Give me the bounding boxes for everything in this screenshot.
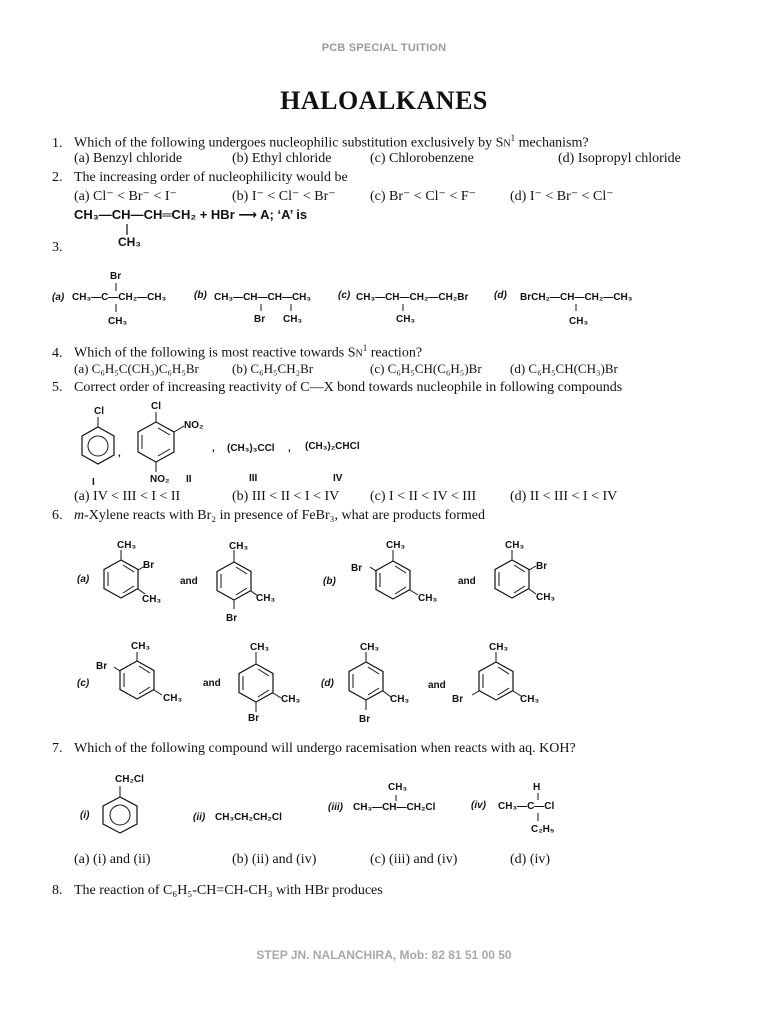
- svg-text:CH₃: CH₃: [505, 540, 525, 551]
- question-text-tail: reaction?: [367, 345, 423, 361]
- question-number: 7.: [52, 741, 63, 756]
- compound-iii: (CH₃)₃CCl: [227, 443, 275, 454]
- question-text-tail: mechanism?: [515, 135, 589, 151]
- option-b-label[interactable]: (b): [323, 576, 336, 587]
- label-i: I: [92, 477, 95, 488]
- svg-text:Br: Br: [110, 271, 122, 282]
- option-a-label[interactable]: (a): [52, 292, 65, 303]
- reaction-equation: CH₃—CH—CH═CH₂ + HBr ⟶ A; ‘A’ is: [74, 207, 308, 222]
- svg-text:CH₂Cl: CH₂Cl: [115, 774, 144, 785]
- question-text: The reaction of C₆H₅-CH=CH-CH₃ with HBr produces: [74, 883, 383, 898]
- page-title: HALOALKANES: [280, 86, 488, 115]
- svg-text:CH₃: CH₃: [489, 642, 509, 653]
- svg-text:CH₃: CH₃: [360, 642, 380, 653]
- joiner-and: and: [180, 576, 198, 587]
- compound-iv-label[interactable]: (iv): [471, 800, 486, 811]
- option-c[interactable]: (c) Br⁻ < Cl⁻ < F⁻: [370, 189, 477, 204]
- option-b[interactable]: (b) I⁻ < Cl⁻ < Br⁻: [232, 189, 336, 204]
- option-d-label[interactable]: (d): [494, 290, 507, 301]
- svg-text:CH₃CH₂CH₂Cl: CH₃CH₂CH₂Cl: [215, 812, 282, 823]
- svg-text:CH₃: CH₃: [117, 540, 137, 551]
- question-number: 3.: [52, 240, 63, 255]
- svg-text:CH₃: CH₃: [256, 593, 276, 604]
- svg-text:CH₃: CH₃: [108, 316, 128, 327]
- svg-text:C₂H₅: C₂H₅: [531, 824, 555, 835]
- svg-text:H: H: [533, 782, 541, 793]
- question-number: 4.: [52, 345, 63, 361]
- svg-text:Cl: Cl: [94, 406, 104, 417]
- option-d[interactable]: (d) C₆H₅CH(CH₃)Br: [510, 361, 618, 376]
- svg-text:NO₂: NO₂: [150, 474, 170, 485]
- question-text: Correct order of increasing reactivity of C—X bond towards nucleophile in following compounds: [74, 380, 623, 395]
- option-b-label[interactable]: (b): [194, 290, 207, 301]
- option-d[interactable]: (d) Isopropyl chloride: [558, 151, 681, 166]
- svg-text:Br: Br: [452, 694, 464, 705]
- option-c[interactable]: (c) I < II < IV < III: [370, 489, 477, 504]
- question-number: 8.: [52, 883, 63, 898]
- question-text: Which of the following compound will undergo racemisation when reacts with aq. KOH?: [74, 741, 576, 756]
- option-b[interactable]: (b) C₆H₅CH₂Br: [232, 361, 314, 376]
- svg-text:Br: Br: [359, 714, 371, 725]
- option-d[interactable]: (d) II < III < I < IV: [510, 489, 618, 504]
- svg-text:Br: Br: [143, 560, 155, 571]
- svg-text:CH₃: CH₃: [142, 594, 162, 605]
- svg-text:Cl: Cl: [151, 401, 161, 412]
- label-ii: II: [186, 474, 192, 485]
- svg-text:Br: Br: [254, 314, 266, 325]
- svg-text:Br: Br: [248, 713, 260, 724]
- svg-text:CH₃: CH₃: [163, 693, 183, 704]
- question-number: 5.: [52, 380, 63, 395]
- svg-text:CH₃: CH₃: [520, 694, 540, 705]
- sn-superscript: 1: [510, 133, 516, 143]
- svg-text:CH₃—CH—CH—CH₃: CH₃—CH—CH—CH₃: [214, 292, 312, 303]
- question-text: The increasing order of nucleophilicity would be: [74, 170, 348, 185]
- svg-text:CH₃: CH₃: [229, 541, 249, 552]
- option-a-label[interactable]: (a): [77, 574, 90, 585]
- option-c[interactable]: (c) Chlorobenzene: [370, 151, 474, 166]
- svg-text:Br: Br: [96, 661, 108, 672]
- svg-text:CH₃: CH₃: [390, 694, 410, 705]
- option-b[interactable]: (b) Ethyl chloride: [232, 151, 332, 166]
- question-8: [52, 883, 383, 899]
- svg-text:CH₃: CH₃: [569, 316, 589, 327]
- svg-text:CH₃—C—CH₂—CH₃: CH₃—C—CH₂—CH₃: [72, 292, 167, 303]
- svg-text:,: ,: [212, 443, 215, 454]
- question-text-italic: m: [74, 508, 85, 523]
- joiner-and: and: [203, 678, 221, 689]
- compound-ii-label[interactable]: (ii): [193, 812, 206, 823]
- svg-text:BrCH₂—CH—CH₂—CH₃: BrCH₂—CH—CH₂—CH₃: [520, 292, 633, 303]
- svg-text:Br: Br: [536, 561, 548, 572]
- question-number: 6.: [52, 508, 63, 523]
- svg-text:CH₃: CH₃: [396, 314, 416, 325]
- svg-text:CH₃: CH₃: [536, 592, 556, 603]
- option-a[interactable]: (a) C₆H₅C(CH₃)C₆H₅Br: [74, 361, 199, 376]
- sn-subscript: N: [503, 138, 511, 150]
- compound-iii-label[interactable]: (iii): [328, 802, 343, 813]
- svg-text:CH₃—CH—CH₂Cl: CH₃—CH—CH₂Cl: [353, 802, 436, 813]
- option-d[interactable]: (d) I⁻ < Br⁻ < Cl⁻: [510, 189, 614, 204]
- option-c-label[interactable]: (c): [338, 290, 351, 301]
- svg-text:CH₃: CH₃: [131, 641, 151, 652]
- svg-text:CH₃: CH₃: [388, 782, 408, 793]
- question-number: 2.: [52, 170, 63, 185]
- reaction-branch: CH₃: [118, 235, 141, 249]
- svg-text:CH₃: CH₃: [386, 540, 406, 551]
- joiner-and: and: [428, 680, 446, 691]
- svg-text:NO₂: NO₂: [184, 420, 204, 431]
- svg-text:CH₃—CH—CH₂—CH₂Br: CH₃—CH—CH₂—CH₂Br: [356, 292, 469, 303]
- option-a[interactable]: (a) IV < III < I < II: [74, 489, 181, 504]
- svg-text:CH₃: CH₃: [418, 593, 438, 604]
- sn-superscript: 1: [362, 343, 368, 353]
- option-a[interactable]: (a) (i) and (ii): [74, 852, 151, 867]
- option-d-label[interactable]: (d): [321, 678, 334, 689]
- joiner-and: and: [458, 576, 476, 587]
- question-text: Which of the following undergoes nucleophilic substitution exclusively by S: [74, 135, 504, 151]
- svg-text:CH₃: CH₃: [250, 642, 270, 653]
- option-c[interactable]: (c) C₆H₅CH(C₆H₅)Br: [370, 361, 482, 376]
- option-c[interactable]: (c) (iii) and (iv): [370, 852, 458, 867]
- label-iv: IV: [333, 473, 343, 484]
- compound-i-label[interactable]: (i): [80, 810, 90, 821]
- question-text: -Xylene reacts with Br₂ in presence of FeBr₃, what are products formed: [84, 508, 485, 523]
- compound-iv: (CH₃)₂CHCl: [305, 441, 360, 452]
- label-iii: III: [249, 473, 258, 484]
- option-b[interactable]: (b) III < II < I < IV: [232, 489, 340, 504]
- svg-text:Br: Br: [226, 613, 238, 624]
- svg-text:CH₃: CH₃: [283, 314, 303, 325]
- option-a[interactable]: (a) Benzyl chloride: [74, 151, 183, 166]
- svg-text:CH₃: CH₃: [281, 694, 301, 705]
- sn-subscript: N: [355, 348, 363, 360]
- svg-text:,: ,: [288, 443, 291, 454]
- svg-text:,: ,: [118, 448, 121, 459]
- option-b[interactable]: (b) (ii) and (iv): [232, 852, 317, 867]
- option-a[interactable]: (a) Cl⁻ < Br⁻ < I⁻: [74, 189, 177, 204]
- svg-text:Br: Br: [351, 563, 363, 574]
- page-footer: STEP JN. NALANCHIRA, Mob: 82 81 51 00 50: [256, 948, 512, 962]
- question-text: Which of the following is most reactive towards S: [74, 345, 356, 361]
- question-number: 1.: [52, 135, 63, 151]
- option-c-label[interactable]: (c): [77, 678, 90, 689]
- page-header: PCB SPECIAL TUITION: [321, 42, 447, 54]
- option-d[interactable]: (d) (iv): [510, 852, 551, 867]
- svg-text:CH₃—C—Cl: CH₃—C—Cl: [498, 801, 555, 812]
